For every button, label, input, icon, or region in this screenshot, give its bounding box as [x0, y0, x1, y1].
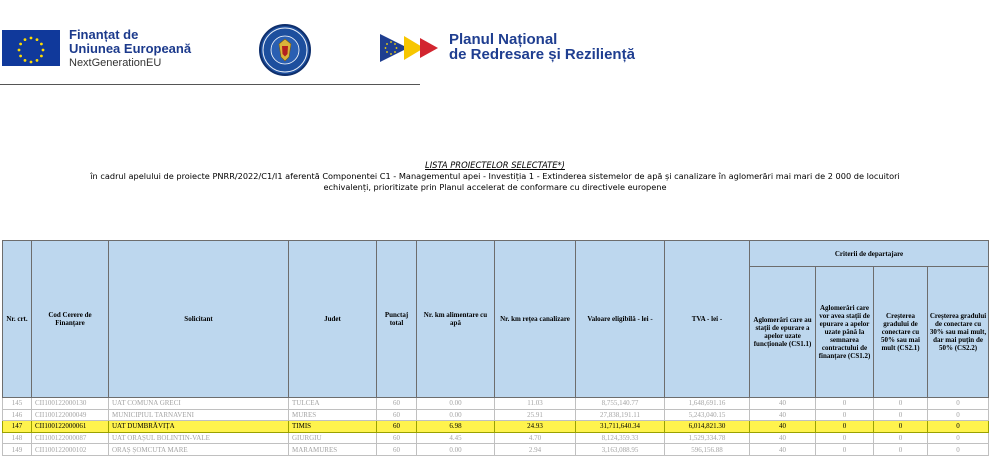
header-criterii: Criterii de departajare — [750, 241, 989, 267]
cell-cod: CII100122000049 — [32, 409, 109, 421]
cell-cs12: 0 — [816, 421, 874, 433]
cell-nr: 149 — [3, 444, 32, 456]
eu-line-1: Finanțat de — [69, 27, 139, 42]
cell-cs11: 40 — [750, 444, 816, 456]
cell-cs22: 0 — [928, 398, 989, 410]
header-km-canal: Nr. km rețea canalizare — [495, 241, 576, 398]
cell-cod: CII100122000061 — [32, 421, 109, 433]
pnrr-line-1: Planul Național — [449, 31, 558, 48]
cell-km-canal: 11.03 — [495, 398, 576, 410]
header-cs11: Aglomerări care au stații de epurare a apelor uzate funcționale (CS1.1) — [750, 267, 816, 398]
cell-tva: 5,243,040.15 — [665, 409, 750, 421]
cell-cs11: 40 — [750, 421, 816, 433]
cell-punctaj: 60 — [377, 398, 417, 410]
cell-solicitant: MUNICIPIUL TARNAVENI — [109, 409, 289, 421]
government-seal-logo — [259, 24, 311, 76]
cell-cs21: 0 — [874, 432, 928, 444]
title-line-3: echivalenți, prioritizate prin Planul accelerat de conformare cu directivele europene — [323, 182, 667, 192]
cell-km-canal: 24.93 — [495, 421, 576, 433]
cell-valoare: 3,163,088.95 — [576, 444, 665, 456]
header-punctaj: Punctaj total — [377, 241, 417, 398]
page-header — [0, 0, 990, 86]
header-divider — [0, 84, 420, 85]
table-row — [3, 398, 989, 410]
eu-line-2: Uniunea Europeană — [69, 41, 192, 56]
cell-punctaj: 60 — [377, 409, 417, 421]
eu-funding-text — [69, 28, 191, 70]
cell-cod: CII100122000102 — [32, 444, 109, 456]
cell-cs12: 0 — [816, 432, 874, 444]
cell-punctaj: 60 — [377, 444, 417, 456]
cell-cod: CII100122000130 — [32, 398, 109, 410]
cell-judet: TIMIS — [289, 421, 377, 433]
cell-tva: 596,156.88 — [665, 444, 750, 456]
document-title — [0, 160, 990, 193]
cell-judet: MURES — [289, 409, 377, 421]
projects-table — [2, 240, 989, 456]
cell-cs12: 0 — [816, 409, 874, 421]
cell-judet: MARAMURES — [289, 444, 377, 456]
cell-judet: TULCEA — [289, 398, 377, 410]
title-line-2: în cadrul apelului de proiecte PNRR/2022/C1/I1 aferentă Componentei C1 - Managementul apei - Investiția 1 - Extinderea sistemelor de apă și canalizare în aglomerări mai mari de 2 000 de locuitori — [90, 171, 900, 181]
eu-line-3: NextGenerationEU — [69, 57, 162, 69]
header-cs21: Creșterea gradului de conectare cu 50% sau mai mult (CS2.1) — [874, 267, 928, 398]
cell-km-canal: 2.94 — [495, 444, 576, 456]
cell-solicitant: ORAȘ ȘOMCUTA MARE — [109, 444, 289, 456]
cell-cs21: 0 — [874, 409, 928, 421]
header-cod: Cod Cerere de Finanțare — [32, 241, 109, 398]
cell-km-apa: 0.00 — [417, 409, 495, 421]
header-solicitant: Solicitant — [109, 241, 289, 398]
cell-valoare: 8,755,140.77 — [576, 398, 665, 410]
header-cs12: Aglomerări care vor avea stații de epurare a apelor uzate până la semnarea contractului de finanțare (CS1.2) — [816, 267, 874, 398]
table-row — [3, 444, 989, 456]
cell-valoare: 8,124,359.33 — [576, 432, 665, 444]
table-row — [3, 409, 989, 421]
eu-flag-icon — [2, 30, 60, 66]
cell-km-canal: 25.91 — [495, 409, 576, 421]
cell-cs22: 0 — [928, 444, 989, 456]
pnrr-line-2: de Redresare și Reziliență — [449, 46, 635, 63]
cell-tva: 1,529,334.78 — [665, 432, 750, 444]
cell-tva: 1,648,691.16 — [665, 398, 750, 410]
cell-cs21: 0 — [874, 398, 928, 410]
cell-cs21: 0 — [874, 421, 928, 433]
cell-cs12: 0 — [816, 444, 874, 456]
cell-km-apa: 0.00 — [417, 444, 495, 456]
header-cs22: Creșterea gradului de conectare cu 30% sau mai mult, dar mai puțin de 50% (CS2.2) — [928, 267, 989, 398]
cell-cs22: 0 — [928, 409, 989, 421]
cell-cs22: 0 — [928, 421, 989, 433]
cell-cs11: 40 — [750, 432, 816, 444]
cell-valoare: 27,838,191.11 — [576, 409, 665, 421]
cell-km-canal: 4.70 — [495, 432, 576, 444]
table-row — [3, 432, 989, 444]
cell-nr: 145 — [3, 398, 32, 410]
cell-cs12: 0 — [816, 398, 874, 410]
cell-cs21: 0 — [874, 444, 928, 456]
pnrr-logo-icon — [380, 32, 444, 64]
pnrr-title-text — [449, 32, 635, 62]
header-judet: Judet — [289, 241, 377, 398]
cell-km-apa: 6.98 — [417, 421, 495, 433]
cell-cod: CII100122000087 — [32, 432, 109, 444]
cell-cs11: 40 — [750, 409, 816, 421]
header-nr: Nr. crt. — [3, 241, 32, 398]
cell-nr: 148 — [3, 432, 32, 444]
cell-punctaj: 60 — [377, 421, 417, 433]
cell-solicitant: UAT DUMBRĂVIȚA — [109, 421, 289, 433]
title-main: LISTA PROIECTELOR SELECTATE*) — [425, 160, 565, 170]
cell-tva: 6,014,821.30 — [665, 421, 750, 433]
cell-cs22: 0 — [928, 432, 989, 444]
cell-valoare: 31,711,640.34 — [576, 421, 665, 433]
cell-nr: 147 — [3, 421, 32, 433]
cell-solicitant: UAT ORAȘUL BOLINTIN-VALE — [109, 432, 289, 444]
cell-punctaj: 60 — [377, 432, 417, 444]
cell-km-apa: 0.00 — [417, 398, 495, 410]
cell-nr: 146 — [3, 409, 32, 421]
cell-km-apa: 4.45 — [417, 432, 495, 444]
table-row-highlighted — [3, 421, 989, 433]
cell-solicitant: UAT COMUNA GRECI — [109, 398, 289, 410]
cell-cs11: 40 — [750, 398, 816, 410]
header-km-apa: Nr. km alimentare cu apă — [417, 241, 495, 398]
cell-judet: GIURGIU — [289, 432, 377, 444]
header-tva: TVA - lei - — [665, 241, 750, 398]
header-valoare: Valoare eligibilă - lei - — [576, 241, 665, 398]
